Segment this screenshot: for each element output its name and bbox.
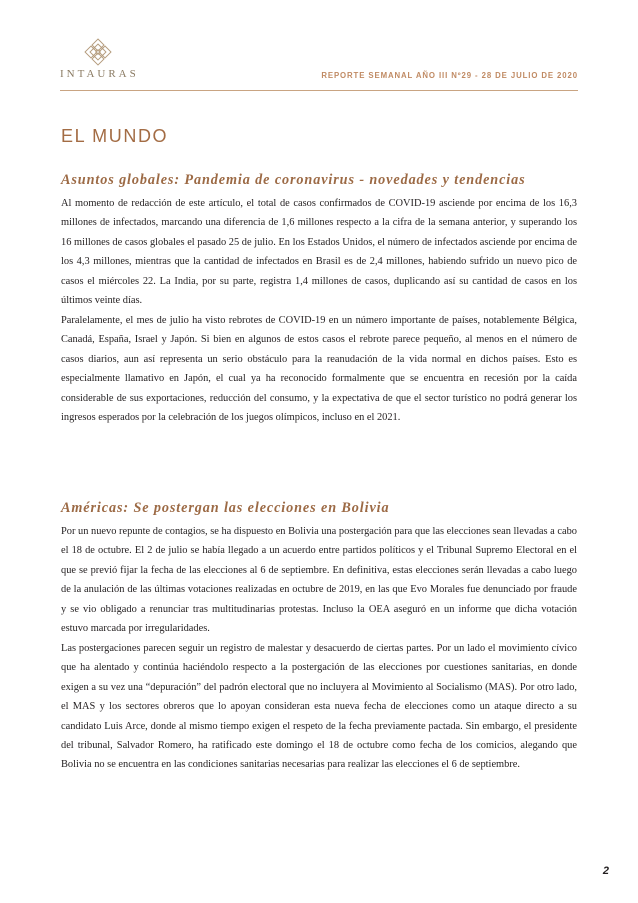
- brand-wordmark: INTAURAS: [60, 68, 139, 80]
- section-title: EL MUNDO: [61, 126, 169, 146]
- article-global-pandemic: [61, 170, 577, 427]
- article-bolivia-elections: [61, 498, 577, 775]
- lattice-emblem-icon: [81, 38, 115, 66]
- article-paragraph: Por un nuevo repunte de contagios, se ha dispuesto en Bolivia una postergación para que las elecciones sean llevadas a cabo el 18 de octubre. El 2 de julio se había llegado a un acuerdo entre partidos políticos y el Tribunal Supremo Electoral en el que se previó fijar la fecha de las elecciones al 6 de septiembre. En definitiva, estas elecciones serán llevadas a cabo luego de la anulación de las últimas votaciones realizadas en octubre de 2019, en las que Evo Morales fue denunciado por fraude y se vio obligado a renunciar tras multitudinarias protestas. Incluso la OEA aseguró en un informe que dicha votación estuvo marcada por irregularidades.: [61, 526, 578, 635]
- page-number: 2: [602, 865, 609, 877]
- article-paragraph: Las postergaciones parecen seguir un registro de malestar y desacuerdo de ciertas partes. Por un lado el movimiento cívico que ha alentado y continúa haciéndolo respecto a la postergación de las elecciones por cuestiones sanitarias, en donde exigen a su vez una “depuración” del padrón electoral que no incluyera al Movimiento al Socialismo (MAS). Por otro lado, el MAS y los sectores obreros que lo apoyan consideran esta nueva fecha de elecciones como un ataque directo a su candidato Luis Arce, donde al mismo tiempo exigen el respeto de la fecha previamente pactada. Sin embargo, el presidente del tribunal, Salvador Romero, ha ratificado este domingo el 18 de octubre como fecha de los comicios, alegando que Bolivia no se encuentra en las condiciones sanitarias necesarias para realizar las elecciones el 6 de septiembre.: [61, 642, 577, 771]
- header-divider: [60, 90, 578, 91]
- article-heading: Américas: Se postergan las elecciones en Bolivia: [61, 500, 390, 516]
- article-paragraph: Al momento de redacción de este artículo, el total de casos confirmados de COVID-19 asciende por encima de los 16,3 millones de infectados, marcando una diferencia de 1,6 millones respecto a la cifra de la semana anterior, y superando los 16 millones de casos globales el pasado 25 de julio. En los Estados Unidos, el número de infectados asciende por encima de los 4,3 millones, mientras que la cantidad de infectados en Brasil es de 2,4 millones, habiendo sufrido un nuevo pico de casos el miércoles 22. La India, por su parte, registra 1,4 millones de casos, duplicando así su cantidad de casos en los últimos veinte días.: [61, 198, 577, 307]
- article-paragraph: Paralelamente, el mes de julio ha visto rebrotes de COVID-19 en un número importante de países, notablemente Bélgica, Canadá, España, Israel y Japón. Si bien en algunos de estos casos el rebrote parece pequeño, al menos en el número de casos diarios, aun así representa un serio obstáculo para la reanudación de la vida normal en dichos países. Esto es especialmente llamativo en Japón, el cual ya ha reconocido formalmente que se encuentra en recesión por la caída considerable de sus exportaciones, reducción del consumo, y la expectativa de que el sector turístico no podrá generar los ingresos esperados por la celebración de los juegos olímpicos, incluso en el 2021.: [61, 314, 577, 423]
- report-header-label: REPORTE SEMANAL AÑO III Nº29 - 28 DE JULIO DE 2020: [321, 71, 578, 80]
- brand-logo: [60, 38, 139, 80]
- article-heading: Asuntos globales: Pandemia de coronavirus - novedades y tendencias: [61, 172, 526, 188]
